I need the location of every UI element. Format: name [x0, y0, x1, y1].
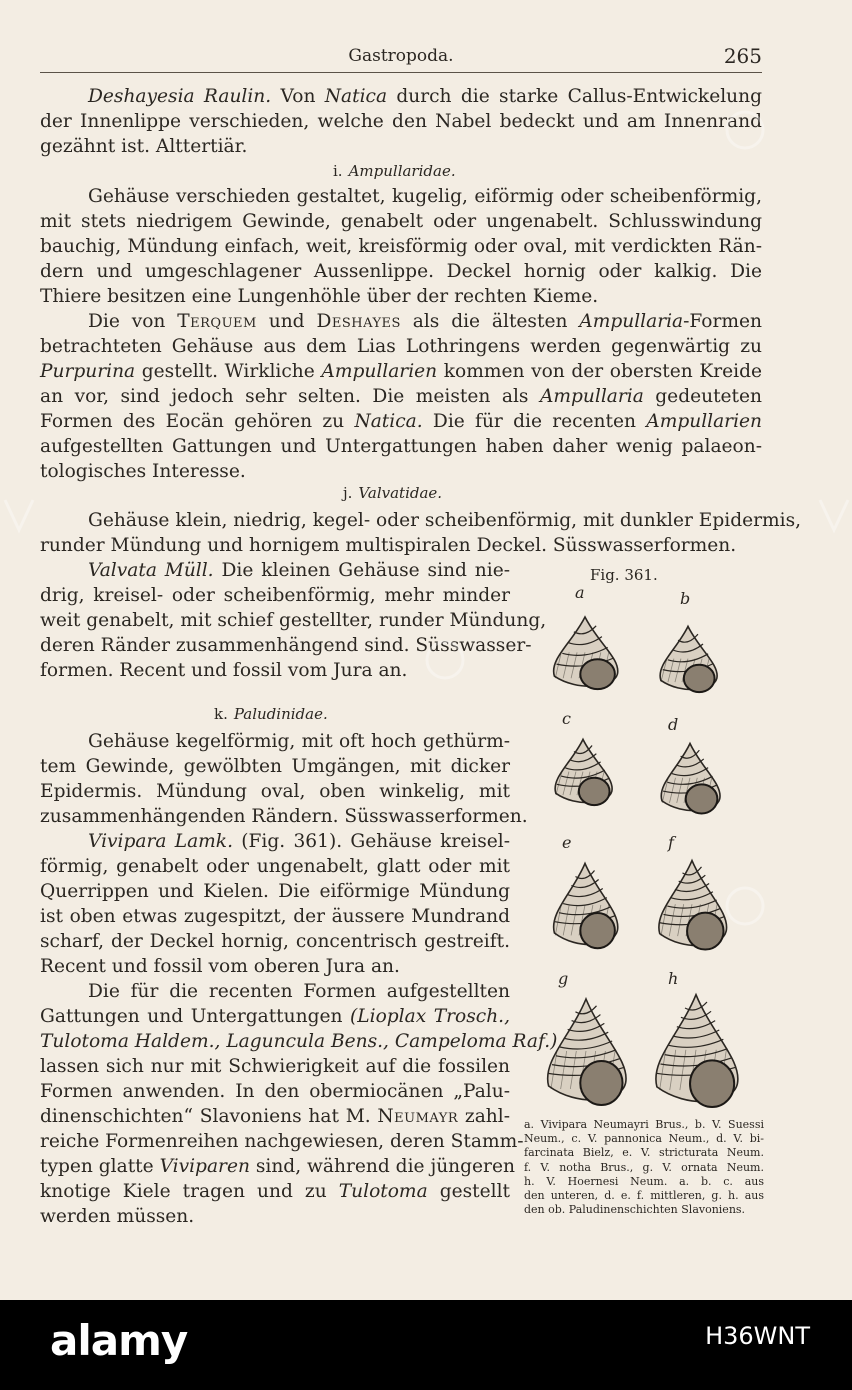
shell-g [548, 999, 626, 1105]
watermark-bar [0, 1300, 852, 1390]
paragraph-line: deren Ränder zusammenhängend sind. Süsswasser- [40, 635, 532, 656]
paragraph-line: Purpurina gestellt. Wirkliche Ampullarien kommen von der obersten Kreide [40, 361, 763, 382]
paragraph-line: Thiere besitzen eine Lungenhöhle über der rechten Kieme. [40, 286, 599, 307]
paragraph-line: Die für die recenten Formen aufgestellten [88, 981, 510, 1002]
running-title: Gastropoda. [348, 46, 454, 66]
shell-label-e: e [562, 833, 572, 852]
paragraph-line: Deshayesia Raulin. Von Natica durch die starke Callus-Entwickelung [88, 86, 763, 107]
author-terquem: Terquem [177, 311, 257, 332]
paragraph-line: ist oben etwas zugespitzt, der äussere Mundrand [40, 906, 510, 927]
paragraph-line: scharf, der Deckel hornig, concentrisch gestreift. [40, 931, 510, 952]
image-id: H36WNT [705, 1322, 810, 1350]
paragraph-line: gezähnt ist. Alttertiär. [40, 136, 248, 157]
paragraph-line: Querrippen und Kielen. Die eiförmige Mündung [40, 881, 510, 902]
paragraph-line: Gehäuse kegelförmig, mit oft hoch gethürm- [88, 731, 510, 752]
shell-label-g: g [558, 969, 569, 988]
figure-caption: a. Vivipara Neumayri Brus., b. V. Suessi Neum., c. V. pannonica Neum., d. V. bi- farcinata Bielz, e. V. stricturata Neum. f. V. notha Brus., g. V. ornata Neum. h. V. Hoernesi Neum. a. b. c. aus den unteren, d. e. f. mittleren, g. h. aus den ob. Paludinenschichten Slavoniens. [524, 1118, 764, 1217]
paragraph-line: knotige Kiele tragen und zu Tulotoma gestellt [40, 1181, 510, 1202]
shell-label-c: c [562, 709, 571, 728]
shell-b [660, 626, 717, 692]
figure-title: Fig. 361. [590, 566, 658, 584]
paragraph-line: bauchig, Mündung einfach, weit, kreisförmig oder oval, mit verdickten Rän- [40, 236, 762, 257]
paragraph-line: formen. Recent und fossil vom Jura an. [40, 660, 408, 681]
paragraph-line: reiche Formenreihen nachgewiesen, deren Stamm- [40, 1131, 524, 1152]
author-deshayes: Deshayes [316, 311, 401, 332]
paragraph-line: Epidermis. Mündung oval, oben winkelig, mit [40, 781, 510, 802]
author-neumayr: Neumayr [377, 1106, 459, 1127]
paragraph-line: weit genabelt, mit schief gestellter, runder Mündung, [40, 610, 547, 631]
paragraph-line: werden müssen. [40, 1206, 195, 1227]
paragraph-line: Formen anwenden. In den obermiocänen „Palu- [40, 1081, 510, 1102]
section-heading-valvatidae: j. Valvatidae. [343, 484, 443, 502]
figure-361 [520, 566, 770, 1116]
paragraph-line: lassen sich nur mit Schwierigkeit auf die fossilen [40, 1056, 510, 1077]
shell-h [656, 995, 738, 1107]
paragraph-line: Gehäuse klein, niedrig, kegel- oder scheibenförmig, mit dunkler Epidermis, [88, 510, 802, 531]
genus-name: Deshayesia Raulin. [88, 86, 272, 107]
paragraph-line: Gehäuse verschieden gestaltet, kugelig, eiförmig oder scheibenförmig, [88, 186, 762, 207]
shell-f [659, 861, 727, 950]
paragraph-line: Gattungen und Untergattungen (Lioplax Trosch., [40, 1006, 510, 1027]
paragraph-line: der Innenlippe verschieden, welche den Nabel bedeckt und am Innenrand [40, 111, 762, 132]
paragraph-line: Tulotoma Haldem., Laguncula Bens., Campeloma Raf.) [40, 1031, 558, 1052]
genus-name: Vivipara Lamk. [88, 831, 233, 852]
paragraph-line: zusammenhängenden Rändern. Süsswasserformen. [40, 806, 528, 827]
shell-e [554, 863, 618, 948]
genus-name: Valvata Müll. [88, 560, 214, 581]
paragraph-line: drig, kreisel- oder scheibenförmig, mehr minder [40, 585, 510, 606]
alamy-logo: alamy [50, 1316, 188, 1365]
snail-shell-illustrations [520, 566, 770, 1116]
paragraph-line: betrachteten Gehäuse aus dem Lias Lothringens werden gegenwärtig zu [40, 336, 762, 357]
paragraph-line: Valvata Müll. Die kleinen Gehäuse sind nie- [88, 560, 510, 581]
paragraph-line: tologisches Interesse. [40, 461, 246, 482]
section-heading-paludinidae: k. Paludinidae. [214, 705, 328, 723]
paragraph-line: förmig, genabelt oder ungenabelt, glatt oder mit [40, 856, 510, 877]
page-number: 265 [723, 44, 762, 68]
section-heading-ampullaridae: i. Ampullaridae. [333, 162, 456, 180]
paragraph-line: tem Gewinde, gewölbten Umgängen, mit dicker [40, 756, 510, 777]
shell-label-f: f [668, 833, 674, 852]
shell-label-a: a [575, 583, 585, 602]
paragraph-line: Vivipara Lamk. (Fig. 361). Gehäuse kreisel- [88, 831, 510, 852]
shell-label-h: h [668, 969, 679, 988]
paragraph-line: dern und umgeschlagener Aussenlippe. Deckel hornig oder kalkig. Die [40, 261, 762, 282]
paragraph-line: aufgestellten Gattungen und Untergattungen haben daher wenig palaeon- [40, 436, 762, 457]
running-header [40, 42, 762, 73]
paragraph-line: runder Mündung und hornigem multispiralen Deckel. Süsswasserformen. [40, 535, 737, 556]
paragraph-line: an vor, sind jedoch sehr selten. Die meisten als Ampullaria gedeuteten [40, 386, 762, 407]
paragraph-line: typen glatte Viviparen sind, während die jüngeren [40, 1156, 515, 1177]
paragraph-line: Die von Terquem und Deshayes als die ältesten Ampullaria-Formen [88, 311, 762, 332]
shell-c [555, 739, 612, 805]
shell-label-b: b [680, 589, 691, 608]
paragraph-line: mit stets niedrigem Gewinde, genabelt oder ungenabelt. Schlusswindung [40, 211, 762, 232]
shell-a [554, 617, 618, 689]
shell-d [661, 743, 720, 813]
shell-label-d: d [668, 715, 679, 734]
paragraph-line: dinenschichten“ Slavoniens hat M. Neumayr zahl- [40, 1106, 511, 1127]
paragraph-line: Formen des Eocän gehören zu Natica. Die für die recenten Ampullarien [40, 411, 762, 432]
paragraph-line: Recent und fossil vom oberen Jura an. [40, 956, 400, 977]
